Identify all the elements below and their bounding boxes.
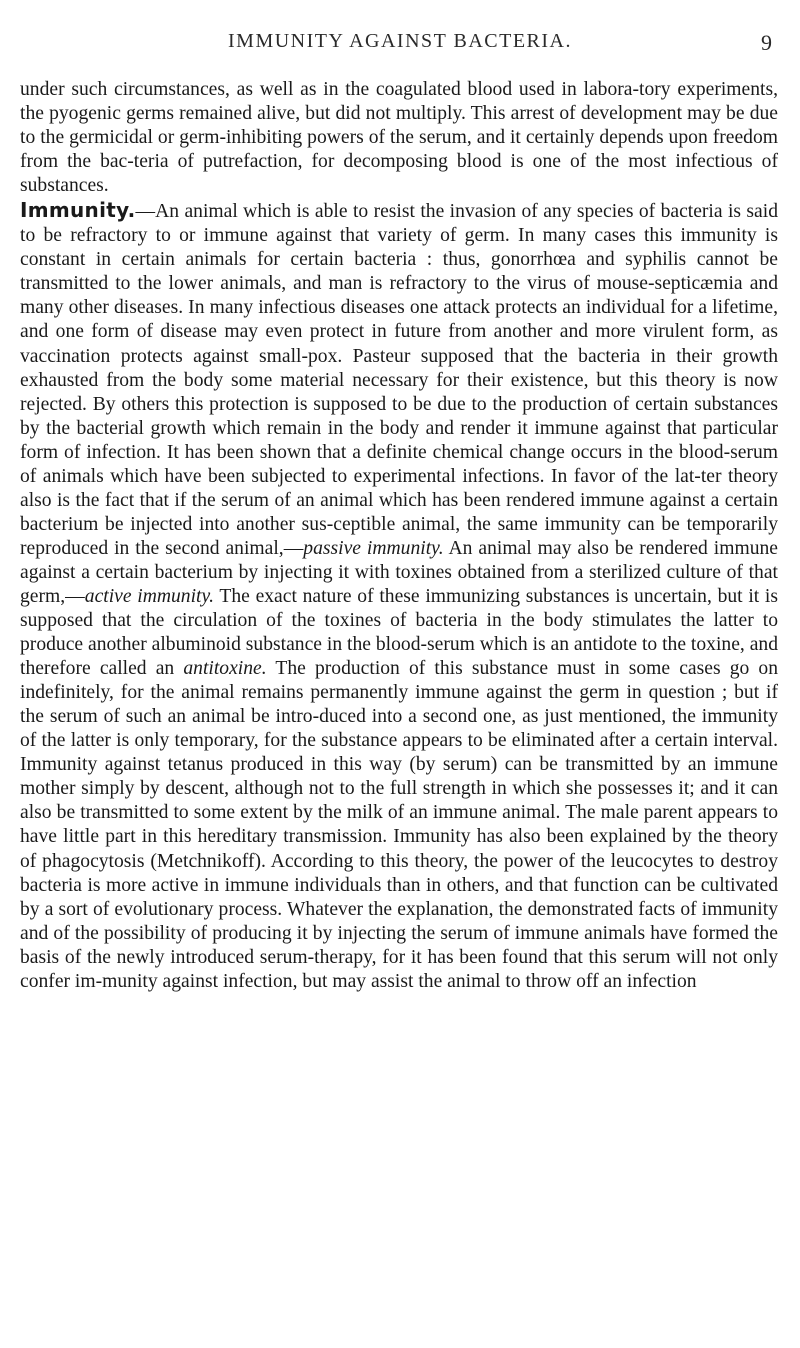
- page-number: 9: [761, 30, 772, 55]
- paragraph-text: An animal may also be rendered immune against a certain bacterium by injecting it with toxines obtained from a sterilized culture of that germ,—: [20, 537, 778, 607]
- paragraph-text: —An animal which is able to resist the invasion of any species of bacteria is said to be refractory to or immune against that variety of germ. In many cases this immunity is constant in certain animals for certain bacteria : thus, gonorrhœa and syphilis cannot be transmitted to the lower animals, and man is refractory to the virus of mouse-septicæmia and many other diseases. In many infectious diseases one attack protects an individual for a lifetime, and one form of disease may even protect in future from another and more virulent form, as vaccination protects against small-pox. Pasteur supposed that the bacteria in their growth exhausted from the body some material necessary for their existence, but this theory is now rejected. By others this protection is supposed to be due to the production of certain substances by the bacterial growth which remain in the body and render it immune against that particular form of infection. It has been shown that a definite chemical change occurs in the blood-serum of animals which have been subjected to experimental infections. In favor of the lat-ter theory also is the fact that if the serum of an animal which has been rendered immune against a certain bacterium be injected into another sus-ceptible animal, the same immunity can be temporarily reproduced in the second animal,—: [20, 201, 778, 559]
- section-heading: Immunity.: [20, 198, 136, 223]
- body-text: [20, 78, 778, 994]
- running-header: [20, 30, 780, 58]
- term-antitoxine: antitoxine.: [183, 658, 267, 680]
- paragraph-text: The exact nature of these immunizing substances is uncertain, but it is supposed that the circulation of the toxines of bacteria in the body stimulates the latter to produce another albuminoid substance in the blood-serum which is an antidote to the toxine, and therefore called an: [20, 585, 779, 680]
- term-active-immunity: active immunity.: [84, 585, 215, 607]
- term-passive-immunity: passive immunity.: [303, 537, 444, 559]
- paragraph-text: The production of this substance must in some cases go on indefinitely, for the animal remains permanently immune against the germ in question ; but if the serum of such an animal be intro-duced into a second one, as just mentioned, the immunity of the latter is only temporary, for the substance appears to be eliminated after a certain interval. Immunity against tetanus produced in this way (by serum) can be transmitted by an immune mother simply by descent, although not to the full strength in which she possesses it; and it can also be transmitted to some extent by the milk of an immune animal. The male parent appears to have little part in this hereditary transmission. Immunity has also been explained by the theory of phagocytosis (Metchnikoff). According to this theory, the power of the leucocytes to destroy bacteria is more active in immune individuals than in others, and that function can be cultivated by a sort of evolutionary process. Whatever the explanation, the demonstrated facts of immunity and of the possibility of producing it by injecting the serum of immune animals have formed the basis of the newly introduced serum-therapy, for it has been found that this serum will not only confer im-munity against infection, but may assist the animal to throw off an infection: [20, 658, 778, 992]
- running-title: IMMUNITY AGAINST BACTERIA.: [228, 30, 572, 52]
- immunity-section-paragraph: [20, 198, 778, 994]
- paragraph-continuation: under such circumstances, as well as in the coagulated blood used in labora-tory experiments, the pyogenic germs remained alive, but did not multiply. This arrest of development may be due to the germicidal or germ-inhibiting powers of the serum, and it certainly depends upon freedom from the bac-teria of putrefaction, for decomposing blood is one of the most infectious of substances.: [20, 79, 778, 197]
